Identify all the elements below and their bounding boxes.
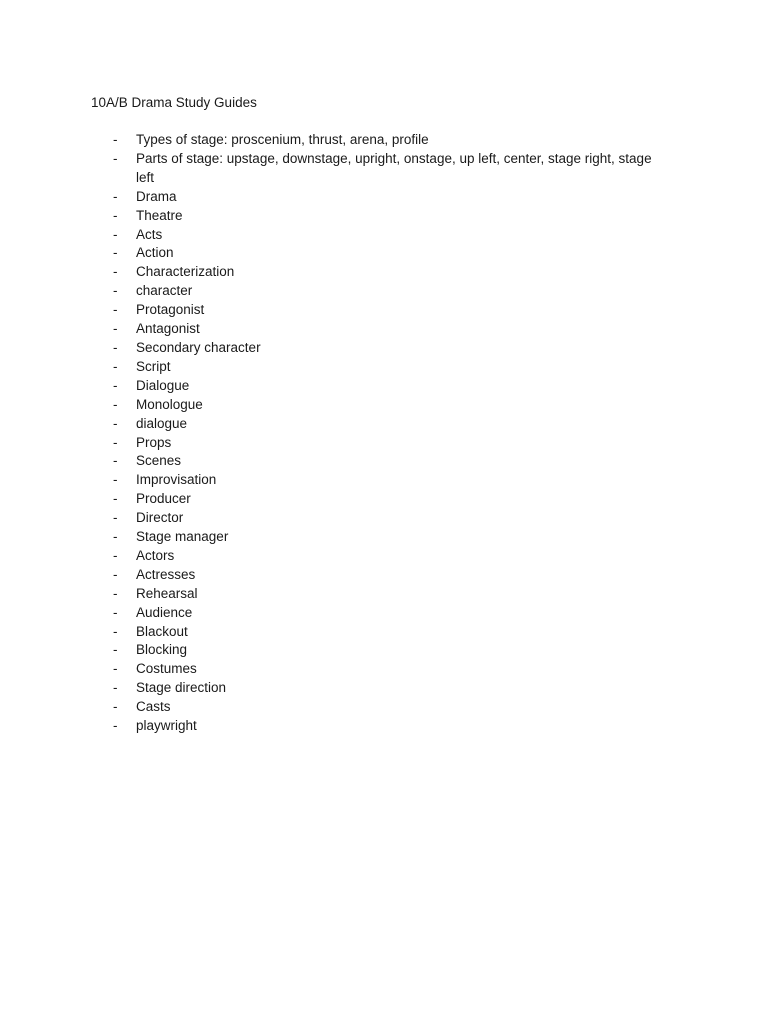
list-item-text: Dialogue [136,377,190,393]
bullet-dash: - [113,396,118,412]
list-item-text: Audience [136,604,193,620]
bullet-dash: - [113,377,118,393]
list-item [0,320,666,339]
list-item-text: Scenes [136,453,182,469]
list-item [0,339,666,358]
bullet-dash: - [113,680,118,696]
list-item-text: Costumes [136,661,197,677]
list-item-text: Stage manager [136,529,229,545]
list-item-text: playwright [136,718,197,734]
bullet-dash: - [113,283,118,299]
bullet-dash: - [113,642,118,658]
bullet-dash: - [113,453,118,469]
bullet-dash: - [113,529,118,545]
list-item-text: Characterization [136,264,235,280]
bullet-dash: - [113,566,118,582]
list-item-text: Improvisation [136,472,217,488]
list-item [0,471,666,490]
list-item-text: Blackout [136,623,188,639]
list-item-text: Drama [136,188,177,204]
list-item-text: Producer [136,491,191,507]
bullet-dash: - [113,623,118,639]
list-item-text: Casts [136,699,171,715]
list-item [0,226,666,245]
list-item-text: Theatre [136,207,183,223]
list-item-text: Director [136,510,184,526]
list-item [0,698,666,717]
list-item [0,150,666,188]
bullet-dash: - [113,547,118,563]
list-item-text: Script [136,358,171,374]
list-item [0,566,666,585]
list-item [0,396,666,415]
list-item [0,623,666,642]
list-item-text: dialogue [136,415,188,431]
list-item [0,131,666,150]
bullet-dash: - [113,226,118,242]
list-item-text: Secondary character [136,339,261,355]
list-item [0,585,666,604]
list-item-text: Monologue [136,396,203,412]
bullet-dash: - [113,302,118,318]
list-item-text: Rehearsal [136,585,198,601]
bullet-dash: - [113,188,118,204]
bullet-dash: - [113,510,118,526]
list-item-text: Protagonist [136,302,205,318]
list-item [0,188,666,207]
list-item-text: Props [136,434,172,450]
bullet-dash: - [113,472,118,488]
list-item [0,415,666,434]
bullet-dash: - [113,264,118,280]
list-item-text: Antagonist [136,321,200,337]
list-item-text: Blocking [136,642,188,658]
list-item-text: character [136,283,193,299]
list-item-text: Actresses [136,566,196,582]
list-item [0,490,666,509]
bullet-dash: - [113,358,118,374]
list-item [0,717,666,736]
list-item-text: Acts [136,226,163,242]
list-item [0,452,666,471]
list-item-text: Types of stage: proscenium, thrust, arena, profile [136,132,429,147]
list-item-text: Parts of stage: upstage, downstage, upright, onstage, up left, center, stage right, stage left [136,150,652,185]
list-item [0,434,666,453]
bullet-dash: - [113,491,118,507]
bullet-dash: - [113,339,118,355]
list-item [0,263,666,282]
bullet-dash: - [113,661,118,677]
bullet-dash: - [113,699,118,715]
list-item [0,547,666,566]
list-item [0,358,666,377]
list-item [0,282,666,301]
list-item-text: Actors [136,547,175,563]
bullet-dash: - [113,434,118,450]
bullet-dash: - [113,150,118,166]
bullet-dash: - [113,132,118,147]
bullet-dash: - [113,245,118,261]
list-item [0,244,666,263]
bullet-dash: - [113,207,118,223]
list-item [0,207,666,226]
list-item [0,509,666,528]
document-title: 10A/B Drama Study Guides [91,95,257,110]
list-item-text: Action [136,245,174,261]
bullet-dash: - [113,415,118,431]
list-item-text: Stage direction [136,680,227,696]
bullet-dash: - [113,718,118,734]
list-item [0,301,666,320]
bullet-dash: - [113,321,118,337]
list-item [0,660,666,679]
list-item [0,528,666,547]
bullet-dash: - [113,585,118,601]
list-item [0,641,666,660]
list-item [0,604,666,623]
study-guide-list [0,131,768,736]
bullet-dash: - [113,604,118,620]
list-item [0,377,666,396]
list-item [0,679,666,698]
